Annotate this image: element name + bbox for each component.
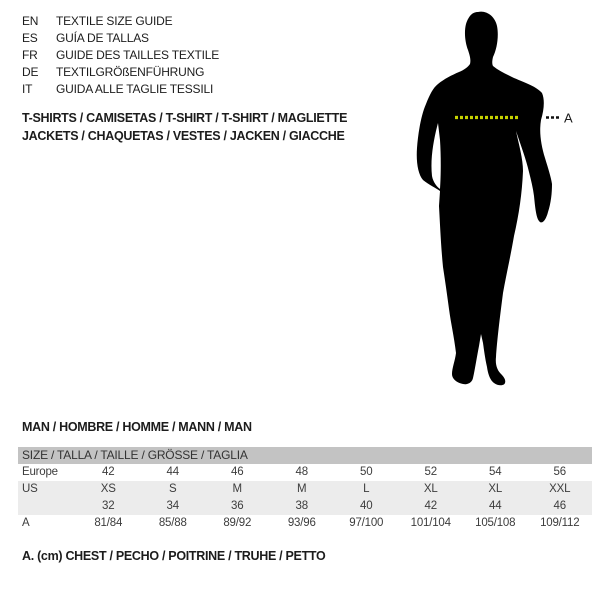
size-cell: XL <box>488 483 503 495</box>
language-list <box>22 13 219 98</box>
size-cell: 81/84 <box>94 517 123 529</box>
size-cell: M <box>232 483 242 495</box>
size-cell: 46 <box>231 466 244 478</box>
table-header: SIZE / TALLA / TAILLE / GRÖSSE / TAGLIA <box>18 447 592 464</box>
language-row <box>22 13 219 30</box>
size-cell: 44 <box>166 466 179 478</box>
language-label: GUIDA ALLE TAGLIE TESSILI <box>56 82 214 96</box>
language-label: TEXTILE SIZE GUIDE <box>56 14 173 28</box>
size-cell: 36 <box>231 500 244 512</box>
size-cell: XL <box>423 483 438 495</box>
size-figure <box>395 0 600 400</box>
size-cell: 50 <box>360 466 373 478</box>
language-code: IT <box>22 82 33 96</box>
language-row <box>22 30 219 47</box>
size-cell: 93/96 <box>287 517 316 529</box>
language-row <box>22 81 219 98</box>
language-row <box>22 47 219 64</box>
row-label <box>18 498 76 515</box>
language-label: GUIDE DES TAILLES TEXTILE <box>56 48 220 62</box>
language-code: ES <box>22 31 38 45</box>
size-cell: 46 <box>553 500 566 512</box>
size-cell: 52 <box>424 466 437 478</box>
size-cell: 54 <box>489 466 502 478</box>
size-cell: 44 <box>489 500 502 512</box>
size-cell: 89/92 <box>223 517 252 529</box>
size-cell: 101/104 <box>410 517 451 529</box>
size-cell: L <box>363 483 370 495</box>
table-row-us-numeric <box>18 498 592 515</box>
size-table <box>18 447 592 532</box>
size-cell: 48 <box>295 466 308 478</box>
language-code: EN <box>22 14 39 28</box>
language-label: GUÍA DE TALLAS <box>56 31 149 45</box>
row-label: A <box>22 517 30 529</box>
table-row-chest-cm <box>18 515 592 532</box>
size-cell: M <box>297 483 307 495</box>
man-silhouette <box>417 12 552 386</box>
size-cell: XXL <box>549 483 571 495</box>
size-cell: 109/112 <box>540 517 580 529</box>
measure-label-a: A <box>564 110 573 126</box>
measurement-footnote: A. (cm) CHEST / PECHO / POITRINE / TRUHE / PETTO <box>22 549 326 563</box>
language-code: FR <box>22 48 38 62</box>
language-label: TEXTILGRÖßENFÜHRUNG <box>56 65 205 79</box>
row-label: Europe <box>22 466 58 478</box>
table-row-europe <box>18 464 592 481</box>
size-cell: 85/88 <box>158 517 187 529</box>
size-cell: 40 <box>360 500 373 512</box>
size-cell: 97/100 <box>349 517 384 529</box>
size-cell: S <box>169 483 177 495</box>
table-row-us <box>18 481 592 498</box>
category-line-jackets: JACKETS / CHAQUETAS / VESTES / JACKEN / GIACCHE <box>22 128 345 143</box>
category-line-tshirts: T-SHIRTS / CAMISETAS / T-SHIRT / T-SHIRT / MAGLIETTE <box>22 111 348 125</box>
section-title-man: MAN / HOMBRE / HOMME / MANN / MAN <box>22 420 252 434</box>
size-cell: XS <box>100 483 116 495</box>
category-lines <box>22 110 347 145</box>
size-cell: 56 <box>553 466 566 478</box>
size-cell: 42 <box>424 500 437 512</box>
language-row <box>22 64 219 81</box>
size-cell: 42 <box>102 466 115 478</box>
size-cell: 105/108 <box>475 517 516 529</box>
size-cell: 32 <box>102 500 115 512</box>
row-label: US <box>22 483 38 495</box>
size-cell: 34 <box>166 500 179 512</box>
size-cell: 38 <box>295 500 308 512</box>
language-code: DE <box>22 65 39 79</box>
